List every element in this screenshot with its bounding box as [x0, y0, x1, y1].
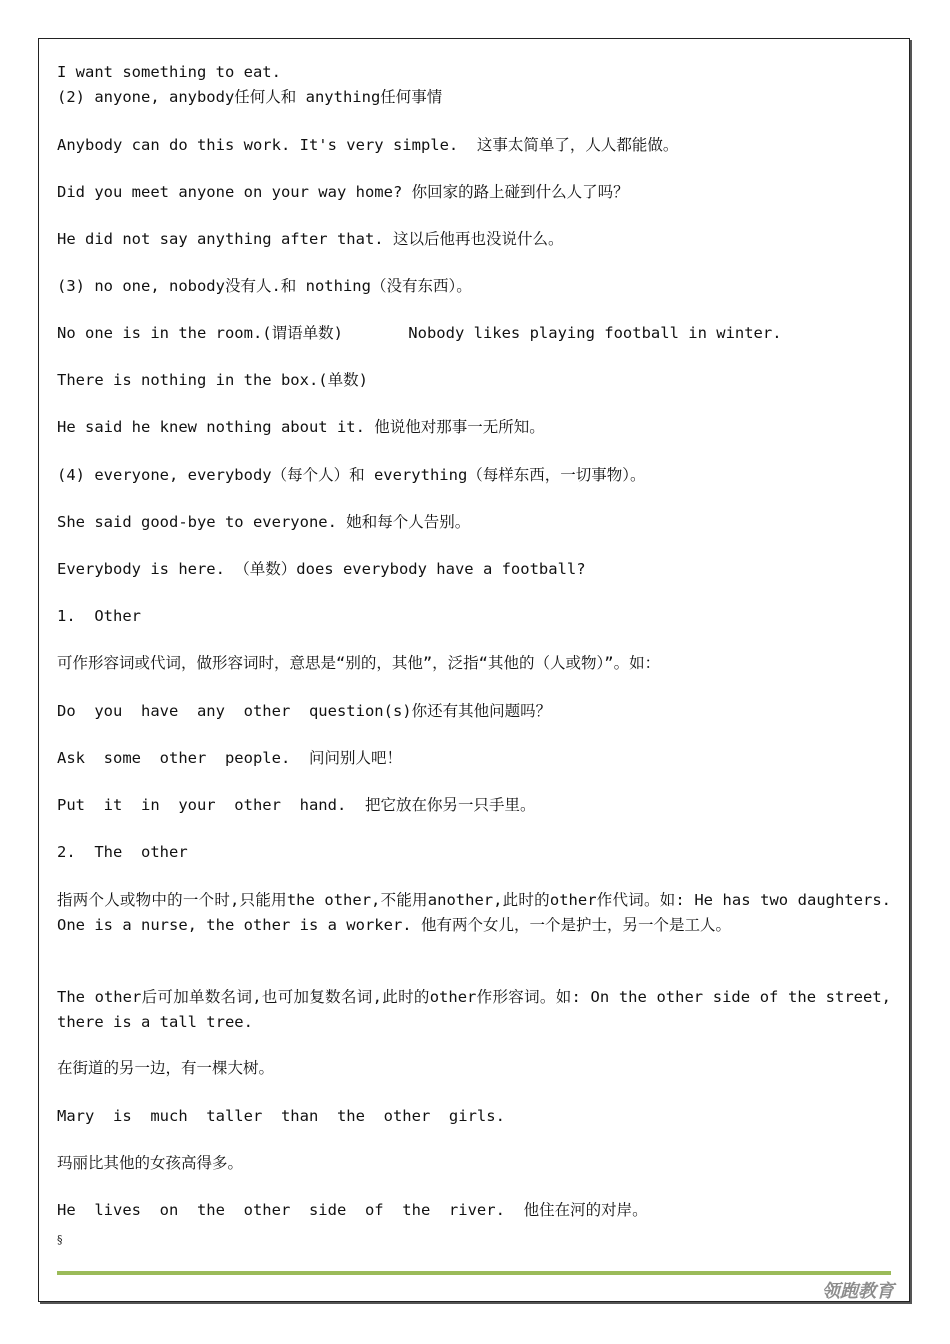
text-line: No one is in the room.(谓语单数) Nobody likes playing football in winter.: [57, 324, 782, 342]
heading-nobody: (3) no one, nobody没有人.和 nothing（没有东西）。: [57, 277, 472, 295]
paragraph: 指两个人或物中的一个时,只能用the other,不能用another,此时的other作代词。如: He has two daughters. One is a nurse, the other is a worker. 他有两个女儿，一个是护士，另一个是工人。: [57, 891, 891, 934]
section-mark: §: [57, 1233, 63, 1246]
text-line: He did not say anything after that. 这以后他再也没说什么。: [57, 230, 564, 248]
text-line: He lives on the other side of the river. 他住在河的对岸。: [57, 1201, 648, 1219]
text-line: Did you meet anyone on your way home? 你回家的路上碰到什么人了吗？: [57, 183, 629, 201]
text-line: Mary is much taller than the other girls.: [57, 1107, 505, 1125]
heading-the-other: 2. The other: [57, 843, 188, 861]
text-line: Do you have any other question(s)你还有其他问题吗？: [57, 702, 552, 720]
text-line: 在街道的另一边，有一棵大树。: [57, 1059, 275, 1077]
text-line: Put it in your other hand. 把它放在你另一只手里。: [57, 796, 536, 814]
footer-logo: 领跑教育: [822, 1281, 894, 1302]
text-line: 可作形容词或代词，做形容词时，意思是“别的，其他”，泛指“其他的（人或物）”。如：: [57, 654, 661, 672]
footer-bar: [57, 1271, 891, 1275]
text-line: There is nothing in the box.(单数): [57, 371, 368, 389]
text-line: Anybody can do this work. It's very simple. 这事太简单了，人人都能做。: [57, 136, 679, 154]
text-line: Everybody is here. （单数）does everybody have a football?: [57, 560, 586, 578]
heading-everyone: (4) everyone, everybody（每个人）和 everything（每样东西，一切事物）。: [57, 466, 646, 484]
text-line: 玛丽比其他的女孩高得多。: [57, 1154, 244, 1172]
heading-other: 1. Other: [57, 607, 141, 625]
text-line: Ask some other people. 问问别人吧！: [57, 749, 402, 767]
heading-anyone: (2) anyone, anybody任何人和 anything任何事情: [57, 88, 443, 106]
text-line: She said good-bye to everyone. 她和每个人告别。: [57, 513, 471, 531]
text-line: I want something to eat.: [57, 63, 281, 81]
paragraph: The other后可加单数名词,也可加复数名词,此时的other作形容词。如: On the other side of the street, there is a tall tree.: [57, 988, 891, 1031]
text-line: He said he knew nothing about it. 他说他对那事一无所知。: [57, 418, 545, 436]
